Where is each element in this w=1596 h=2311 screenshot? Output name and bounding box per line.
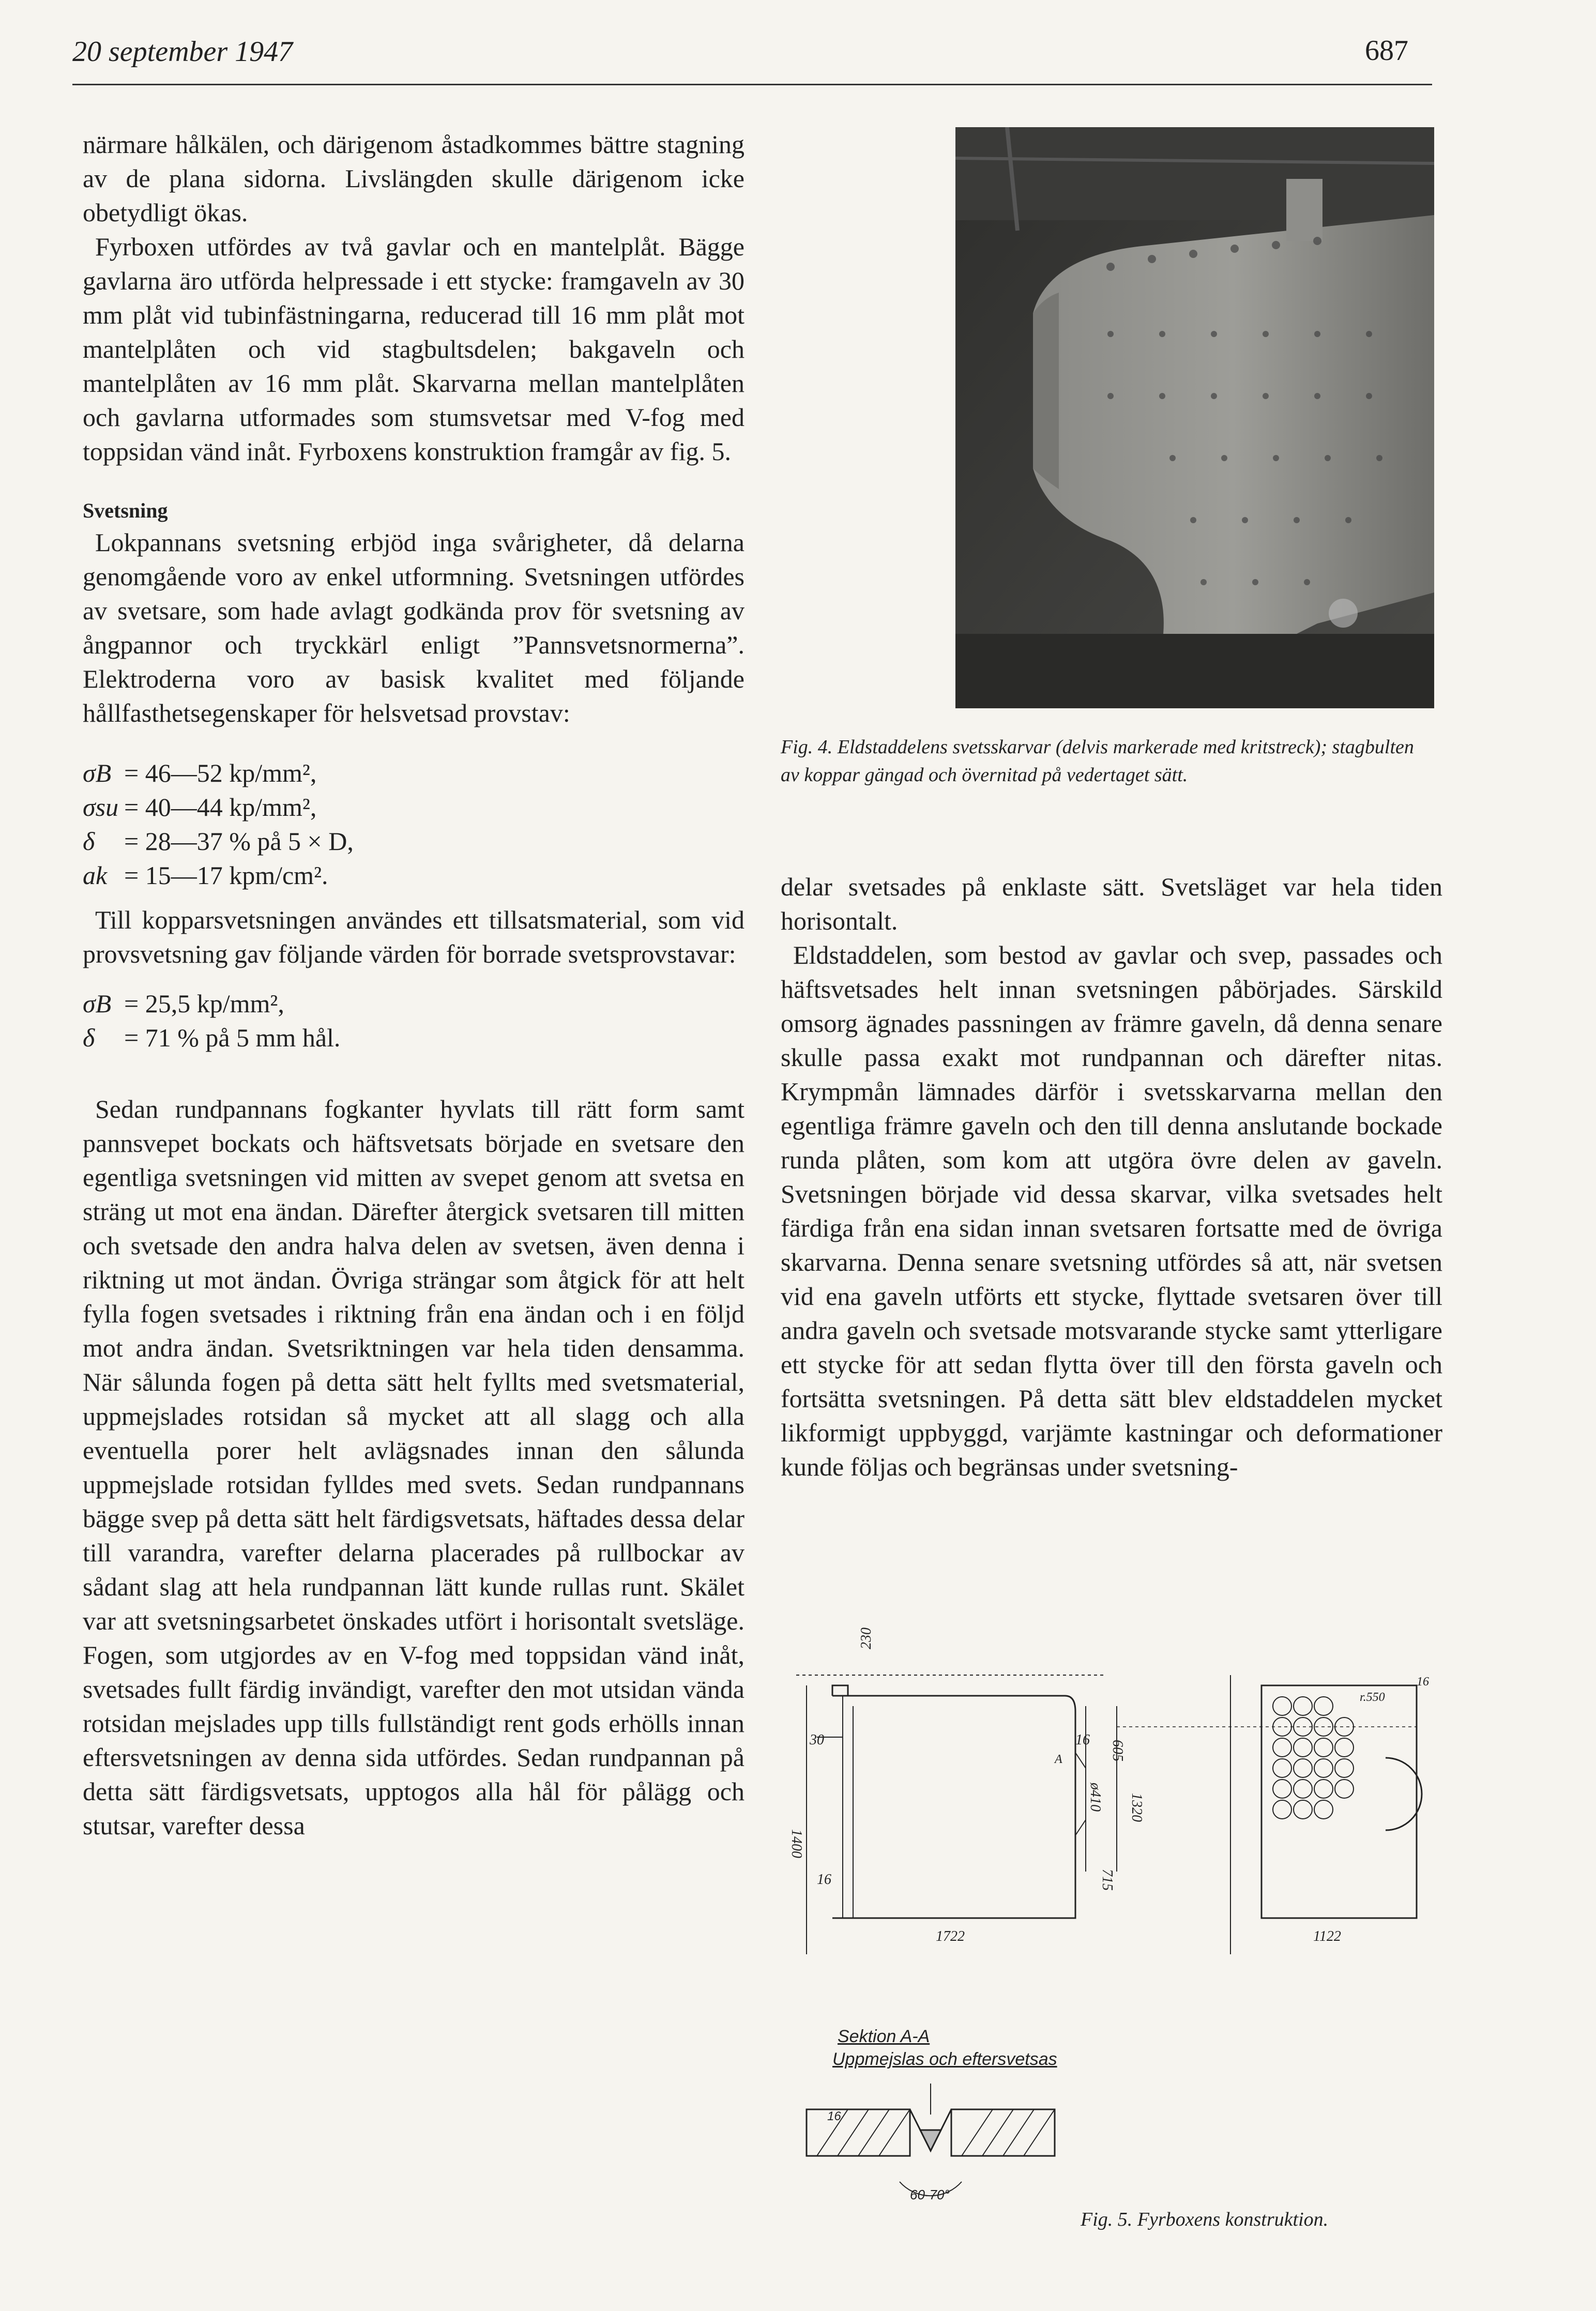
fig4-caption: Fig. 4. Eldstaddelens svetsskarvar (delvis markerade med kritstreck); stagbulten av koppar gängad och övernitad på vedertaget sätt. <box>781 736 1414 786</box>
dim-605: 605 <box>1109 1740 1126 1761</box>
firebox-photo-illustration <box>955 127 1434 708</box>
section-marker-A: A <box>1055 1753 1062 1766</box>
page-number: 687 <box>1365 35 1408 67</box>
dim-1722: 1722 <box>936 1928 965 1944</box>
paragraph: delar svetsades på enklaste sätt. Svetsläget var hela tiden horisontalt. <box>781 872 1442 935</box>
left-column <box>83 127 744 1843</box>
section-heading: Svetsning <box>83 499 168 522</box>
section-angle: 60-70° <box>910 2187 950 2202</box>
dim-1400: 1400 <box>788 1829 804 1858</box>
section-thickness: 16 <box>827 2109 841 2123</box>
formula-line: σB = 25,5 kp/mm², <box>83 989 284 1018</box>
header-rule <box>72 84 1432 85</box>
dim-1122: 1122 <box>1313 1928 1341 1944</box>
fig4-photo <box>955 127 1434 708</box>
section-aa <box>796 2027 1086 2213</box>
formula-block-2 <box>83 986 744 1055</box>
dim-16: 16 <box>817 1872 831 1888</box>
formula-line: ak = 15—17 kpm/cm². <box>83 861 328 890</box>
right-column <box>781 870 1442 1484</box>
dim-16b: 16 <box>1075 1732 1090 1748</box>
formula-line: σB = 46—52 kp/mm², <box>83 758 317 787</box>
formula-line: σsu = 40—44 kp/mm², <box>83 793 317 822</box>
formula-line: δ = 28—37 % på 5 × D, <box>83 827 354 856</box>
running-header-date: 20 september 1947 <box>72 36 293 68</box>
fig5-caption: Fig. 5. Fyrboxens konstruktion. <box>1081 2209 1329 2230</box>
dim-16c: 16 <box>1417 1675 1429 1689</box>
firebox-construction-drawing <box>776 1665 1442 1954</box>
dim-410: ø410 <box>1087 1783 1103 1812</box>
formula-block-1 <box>83 756 744 892</box>
dim-230: 230 <box>858 1628 874 1649</box>
formula-line: δ = 71 % på 5 mm hål. <box>83 1023 341 1052</box>
paragraph: Fyrboxen utfördes av två gavlar och en mantelplåt. Bägge gavlarna äro utförda helpressade i ett stycke: framgaveln av 30 mm plåt vid tubinfästningarna, reducerad till 16 mm plåt mot mantelplåten och vid stagbultsdelen; bakgaveln och mantelplåten av 16 mm plåt. Skarvarna mellan mantelplåten och gavlarna utformades som stumsvetsar med V-fog med toppsidan vänd inåt. Fyrboxens konstruktion framgår av fig. 5. <box>83 232 744 466</box>
dim-1320: 1320 <box>1129 1793 1145 1822</box>
dim-r550: r.550 <box>1360 1691 1385 1704</box>
dim-715: 715 <box>1099 1869 1115 1891</box>
section-title: Sektion A-A <box>838 2027 930 2046</box>
paragraph: Eldstaddelen, som bestod av gavlar och svep, passades och häftsvetsades helt innan svetsningen påbörjades. Särskild omsorg ägnades passningen av främre gaveln, då denna senare skulle passa exakt mot rundpannan och därefter nitas. Krympmån lämnades därför i svetsskarvarna mellan den egentliga främre gaveln och den till denna anslutande bockade runda plåten, som kom att utgöra övre delen av gaveln. Svetsningen började vid dessa skarvar, vilka svetsades helt färdiga från ena sidan innan svetsaren fortsatte med de övriga skarvarna. Denna senare svetsning utfördes så att, när svetsen vid ena gaveln utförts ett stycke, flyttade svetsaren över till andra gaveln och svetsade motsvarande stycke samt ytterligare ett stycke för att sedan flytta över till den första gaveln och fortsätta svetsningen. På detta sätt blev eldstaddelen mycket likformigt uppbyggd, varjämte kastningar och deformationer kunde följas och begränsas under svetsning- <box>781 940 1442 1481</box>
paragraph: Lokpannans svetsning erbjöd inga svårigheter, då delarna genomgående voro av enkel utformning. Svetsningen utfördes av svetsare, som hade avlagt godkända prov för svetsning av ångpannor och tryckkärl enligt ”Pannsvetsnormerna”. Elektroderna voro av basisk kvalitet med följande hållfasthetsegenskaper för helsvetsad provstav: <box>83 528 744 727</box>
paragraph: närmare hålkälen, och därigenom åstadkommes bättre stagning av de plana sidorna. Livslängden skulle därigenom icke obetydligt ökas. <box>83 130 744 227</box>
section-note: Uppmejslas och eftersvetsas <box>832 2049 1057 2069</box>
dim-30: 30 <box>810 1732 824 1748</box>
paragraph: Sedan rundpannans fogkanter hyvlats till rätt form samt pannsvepet bockats och häftsvetsats började en svetsare den egentliga svetsningen vid mitten av svepet genom att svetsa en sträng ut mot ena ändan. Därefter återgick svetsaren till mitten och svetsade den andra halva delen av svetsen, även denna i riktning ut mot ändan. Övriga strängar som åtgick för att helt fylla fogen svetsades i riktning från ena ändan och i en följd mot andra ändan. Svetsriktningen var hela tiden densamma. När sålunda fogen på detta sätt helt fyllts med svetsmaterial, uppmejslades rotsidan så mycket att all slagg och alla eventuella porer helt avlägsnades innan den sålunda uppmejslade rotsidan fylldes med svets. Sedan rundpannans bägge svep på detta sätt helt färdigsvetsats, häftades dessa delar till varandra, varefter delarna placerades på rullbockar av sådant slag att hela rundpannan lätt kunde rullas runt. Skälet var att svetsningsarbetet önskades utfört i horisontalt svetsläge. Fogen, som utgjordes av en V-fog med toppsidan vänd inåt, svetsades fullt färdig invändigt, varefter den mot utsidan vända rotsidan mejslades upp tills fullständigt rent gods erhölls innan eftersvetsningen av denna sida utfördes. Sedan rundpannan på detta sätt färdigsvetsats, upptogos alla hål för pålägg och stutsar, varefter dessa <box>83 1094 744 1840</box>
paragraph: Till kopparsvetsningen användes ett tillsatsmaterial, som vid provsvetsning gav följande värden för borrade svetsprovstavar: <box>83 905 744 968</box>
